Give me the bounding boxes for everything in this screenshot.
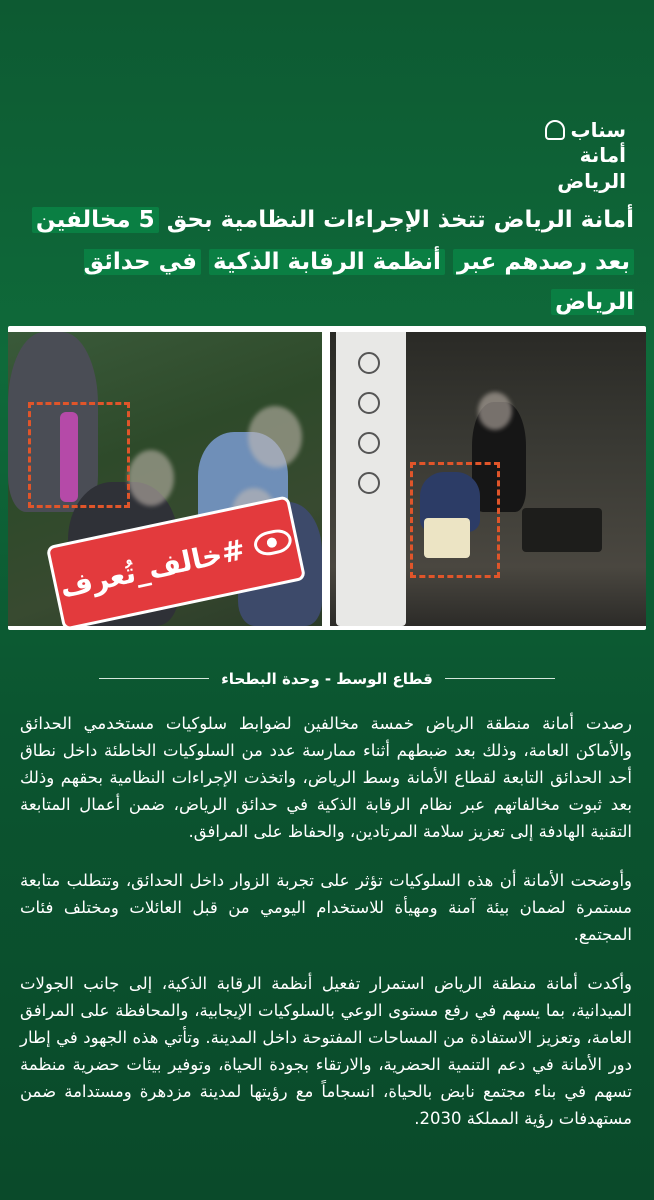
- blurred-face-2: [128, 450, 174, 506]
- blurred-face-1: [248, 406, 302, 468]
- headline-line-1-text: أمانة الرياض تتخذ الإجراءات النظامية بحق: [166, 207, 634, 233]
- no-sign-icon: [358, 432, 380, 454]
- signage-pillar: [336, 332, 406, 626]
- snap-brand: [545, 118, 626, 142]
- headline-line-2: [14, 242, 634, 322]
- headline-highlight-1: 5 مخالفين: [32, 207, 159, 233]
- amanah-logo: [516, 118, 626, 194]
- section-label: قطاع الوسط - وحدة البطحاء: [221, 669, 433, 688]
- no-sign-icon: [358, 472, 380, 494]
- stamp-hashtag: #خالف_تُعرف: [57, 532, 249, 604]
- logo-brand-text: سناب: [570, 118, 626, 142]
- violation-marker-left: [28, 402, 130, 508]
- divider-line: [99, 678, 209, 679]
- blurred-face-4: [478, 392, 512, 430]
- surveillance-photo-right: [330, 332, 646, 626]
- paragraph-1: رصدت أمانة منطقة الرياض خمسة مخالفين لضوابط سلوكيات مستخدمي الحدائق والأماكن العامة، وذلك بعد ضبطهم أثناء ممارسة عدد من السلوكيات الخاطئة داخل نطاق أحد الحدائق التابعة لقطاع الأمانة وسط الرياض، واتخذت الإجراءات النظامية بحقهم وذلك بعد ثبوت مخالفاتهم عبر نظام الرقابة الذكية في حدائق الرياض، ضمن أعمال المتابعة التقنية الهادفة إلى تعزيز سلامة المرتادين، والحفاظ على المرافق.: [20, 714, 632, 841]
- no-sign-icon: [358, 392, 380, 414]
- headline-line-1: [14, 200, 634, 240]
- no-sign-icon: [358, 352, 380, 374]
- paragraph-2: وأوضحت الأمانة أن هذه السلوكيات تؤثر على تجربة الزوار داخل الحدائق، وتتطلب متابعة مستمرة لضمان بيئة آمنة ومهيأة للاستخدام اليومي من قبل العائلات ومختلف فئات المجتمع.: [20, 871, 632, 944]
- violation-marker-right: [410, 462, 500, 578]
- logo-line-2: الرياض: [557, 169, 626, 193]
- snapchat-ghost-icon: [545, 120, 565, 140]
- paragraph-3: وأكدت أمانة منطقة الرياض استمرار تفعيل أنظمة الرقابة الذكية، إلى جانب الجولات الميدانية، بما يسهم في رفع مستوى الوعي بالسلوكيات الإيجابية، والمحافظة على المرافق العامة، وتعزيز الاستفادة من المساحات المفتوحة داخل المدينة. وتأتي هذه الجهود في إطار دور الأمانة في دعم التنمية الحضرية، والارتقاء بجودة الحياة، وتوفير بيئات حضرية منظمة تسهم في بناء مجتمع نابض بالحياة، انسجاماً مع رؤيتها لمدينة مزدهرة ومستدامة ضمن مستهدفات رؤية المملكة 2030.: [20, 974, 632, 1128]
- section-header: [0, 664, 654, 688]
- headline: [14, 198, 634, 324]
- headline-line-2-start: بعد رصدهم عبر: [453, 249, 634, 275]
- headline-highlight-2: أنظمة الرقابة الذكية: [209, 249, 445, 275]
- pile-object: [522, 508, 602, 552]
- headline-line-2-end: في حدائق الرياض: [83, 249, 634, 315]
- divider-line: [445, 678, 555, 679]
- eye-icon: [252, 527, 294, 558]
- logo-line-1: أمانة: [579, 143, 626, 167]
- article-body: [20, 710, 632, 1154]
